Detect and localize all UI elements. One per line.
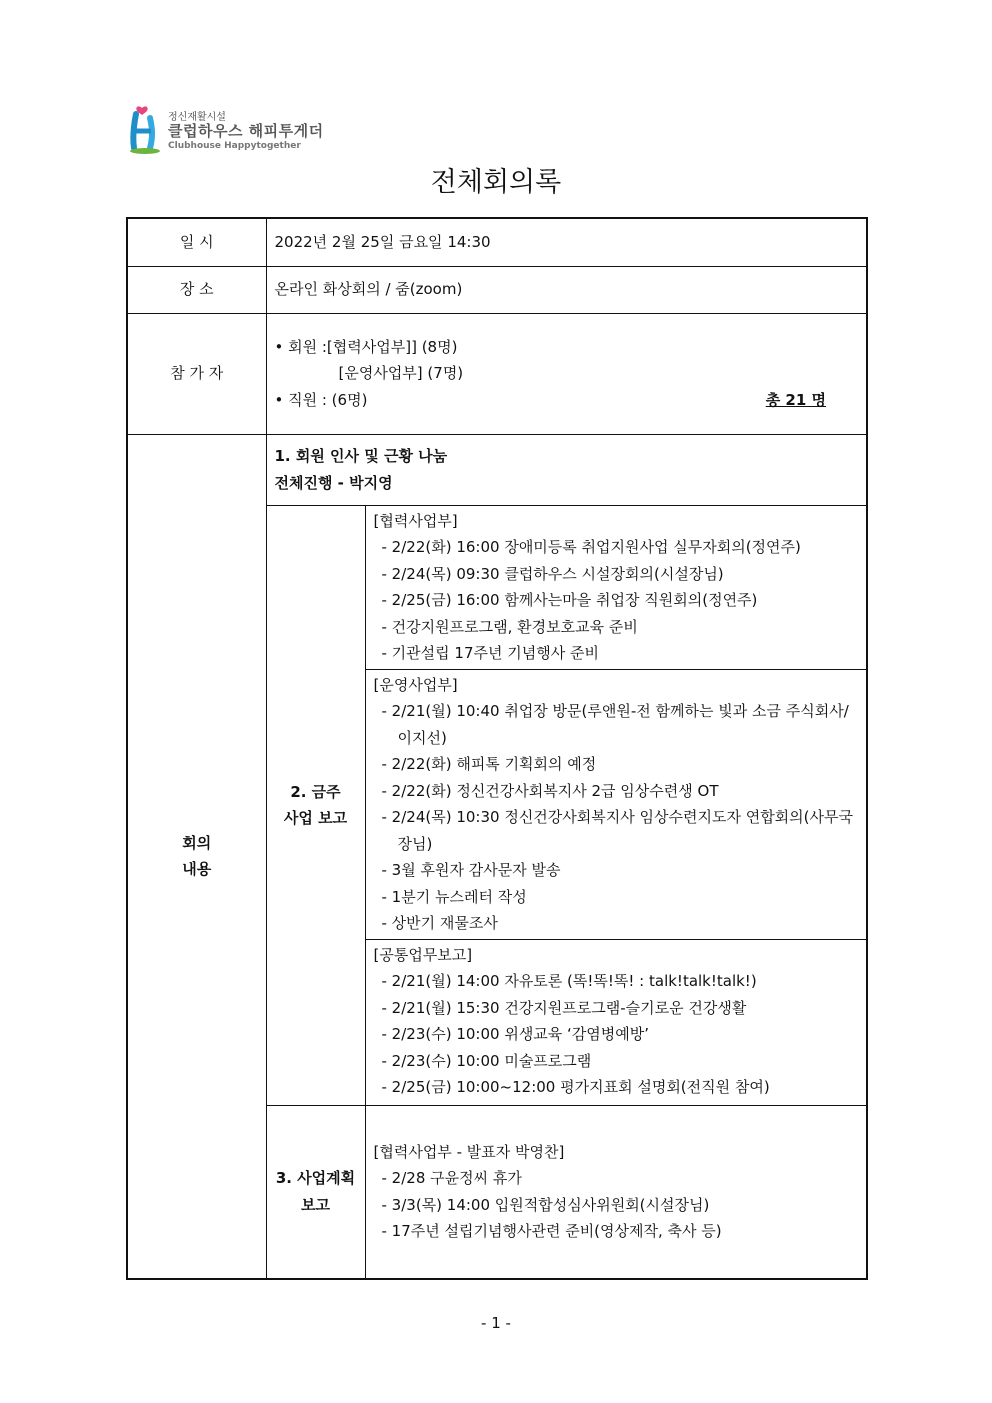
list-item: - 기관설립 17주년 기념행사 준비 <box>381 644 599 662</box>
list-item: - 3월 후원자 감사문자 발송 <box>381 861 561 879</box>
list-item: - 상반기 재물조사 <box>381 914 498 932</box>
attendees-cell <box>266 313 867 434</box>
list-item: - 2/24(목) 10:30 정신건강사회복지사 임상수련지도자 연합회의(사무국장님) <box>381 808 853 853</box>
section3-label-1: 3. 사업계획 <box>275 1169 356 1188</box>
list-item: - 2/23(수) 10:00 위생교육 ‘감염병예방’ <box>381 1025 650 1043</box>
list-item: - 2/21(월) 10:40 취업장 방문(루앤원-전 함께하는 빛과 소금 주식회사/ 이지선) <box>381 702 849 747</box>
date-label: 일 시 <box>127 218 266 266</box>
section2-label <box>266 505 365 1105</box>
minutes-table <box>126 217 868 1280</box>
list-item: - 2/21(월) 15:30 건강지원프로그램-슬기로운 건강생활 <box>381 998 747 1017</box>
section1-host: 전체진행 - 박지영 <box>274 473 393 492</box>
list-item: - 2/25(금) 16:00 함께사는마을 취업장 직원회의(정연주) <box>381 591 758 609</box>
operation-header: [운영사업부] <box>373 675 458 694</box>
place-value: 온라인 화상회의 / 줌(zoom) <box>266 266 867 313</box>
section3-label-2: 보고 <box>301 1195 330 1214</box>
common-cell <box>365 939 867 1105</box>
section2-label-1: 2. 금주 <box>290 782 341 801</box>
attendees-members: • 회원 :[협력사업부]] (8명) <box>274 337 458 356</box>
attendees-label: 참 가 자 <box>127 313 266 434</box>
list-item: - 2/23(수) 10:00 미술프로그램 <box>381 1051 592 1070</box>
clubhouse-h-logo-icon <box>128 104 162 154</box>
content-label-1: 회의 <box>182 833 212 852</box>
content-label-2: 내용 <box>182 860 212 879</box>
content-label <box>127 434 266 1279</box>
list-item: - 2/22(화) 해피톡 기획회의 예정 <box>381 755 597 773</box>
section3-label <box>266 1105 365 1279</box>
list-item: - 3/3(목) 14:00 입원적합성심사위원회(시설장님) <box>381 1195 710 1214</box>
list-item: - 2/24(목) 09:30 클럽하우스 시설장회의(시설장님) <box>381 564 724 583</box>
logo-name: 클럽하우스 해피투게더 <box>168 122 324 140</box>
attendees-staff-row <box>275 387 867 414</box>
list-item: - 17주년 설립기념행사관련 준비(영상제작, 축사 등) <box>381 1222 722 1241</box>
list-item: - 1분기 뉴스레터 작성 <box>381 887 527 906</box>
list-item: - 2/22(화) 16:00 장애미등록 취업지원사업 실무자회의(정연주) <box>381 538 801 556</box>
document-title: 전체회의록 <box>430 167 562 198</box>
attendees-staff: • 직원 : (6명) <box>274 390 368 409</box>
list-item: - 2/25(금) 10:00~12:00 평가지표회 설명회(전직원 참여) <box>381 1078 770 1096</box>
section1-heading: 1. 회원 인사 및 근황 나눔 <box>274 447 448 465</box>
clubhouse-logo <box>128 102 348 158</box>
date-value: 2022년 2월 25일 금요일 14:30 <box>266 218 867 266</box>
page-number: - 1 - <box>481 1314 511 1332</box>
cooperation-cell <box>365 505 867 669</box>
place-label: 장 소 <box>127 266 266 313</box>
section2-label-2: 사업 보고 <box>283 809 348 827</box>
list-item: - 2/22(화) 정신건강사회복지사 2급 임상수련생 OT <box>381 781 719 800</box>
section1-cell <box>266 434 867 505</box>
logo-english: Clubhouse Happytogether <box>168 141 301 151</box>
list-item: - 건강지원프로그램, 환경보호교육 준비 <box>381 617 638 636</box>
logo-subtitle: 정신재활시설 <box>168 112 226 123</box>
common-header: [공통업무보고] <box>373 945 473 964</box>
section3-cell <box>365 1105 867 1279</box>
list-item: - 2/21(월) 14:00 자유토론 (똑!똑!똑! : talk!talk!talk!) <box>381 972 757 990</box>
operation-cell <box>365 669 867 939</box>
attendees-members-2: [운영사업부] (7명) <box>338 364 464 383</box>
cooperation-header: [협력사업부] <box>373 511 458 530</box>
list-item: - 2/28 구윤정씨 휴가 <box>381 1169 522 1188</box>
attendees-total: 총 21 명 <box>765 390 827 409</box>
section3-header: [협력사업부 - 발표자 박영찬] <box>373 1142 565 1161</box>
